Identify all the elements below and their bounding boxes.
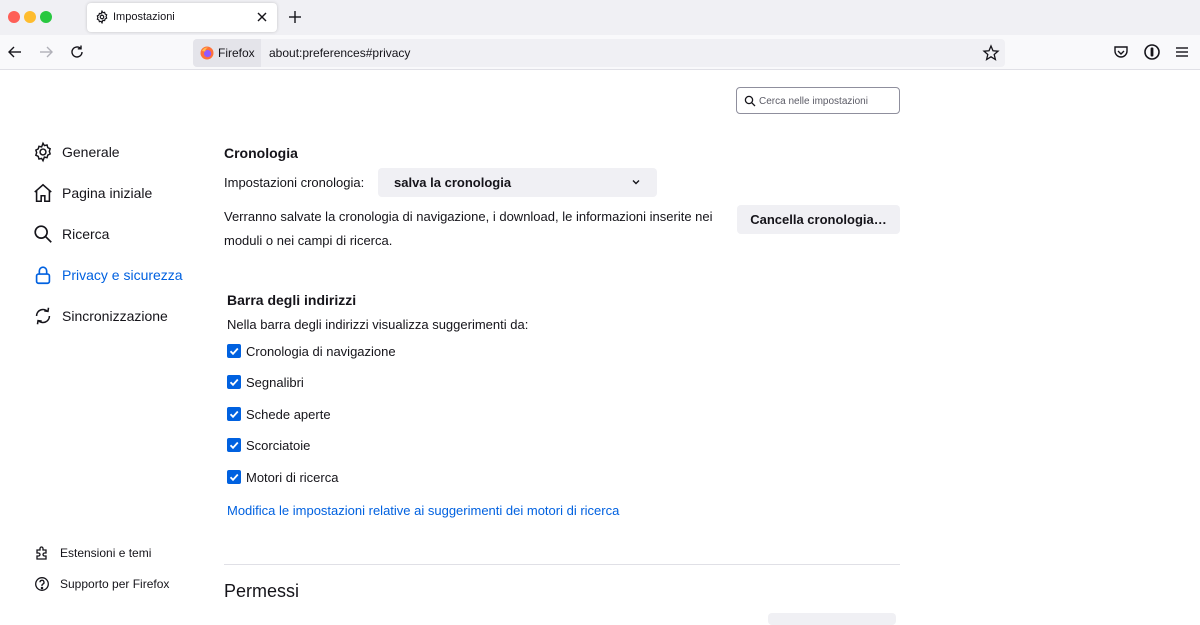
sync-icon: [32, 305, 54, 327]
category-privacy[interactable]: [32, 263, 212, 287]
checkbox-search-engines[interactable]: [227, 468, 338, 486]
search-icon: [744, 95, 756, 107]
help-icon: [34, 576, 50, 592]
checkbox-label: Schede aperte: [246, 406, 331, 422]
firefox-logo-icon: [200, 46, 214, 60]
gear-icon: [32, 141, 54, 163]
checkbox-label: Cronologia di navigazione: [246, 343, 396, 359]
history-description: Verranno salvate la cronologia di navigazione, i download, le informazioni inserite nei moduli o nei campi di ricerca.: [224, 209, 713, 248]
checkbox-label: Segnalibri: [246, 374, 304, 390]
firefox-support-link[interactable]: [34, 575, 169, 593]
window-minimize-button[interactable]: [24, 11, 36, 23]
settings-search-box[interactable]: [736, 87, 900, 114]
addressbar-heading: Barra degli indirizzi: [227, 292, 357, 308]
history-mode-value: salva la cronologia: [394, 175, 512, 190]
category-label: Privacy e sicurezza: [62, 267, 183, 283]
search-suggestions-settings-link[interactable]: Modifica le impostazioni relative ai suggerimenti dei motori di ricerca: [227, 503, 620, 518]
history-mode-select[interactable]: [378, 168, 657, 197]
category-sync[interactable]: [32, 304, 212, 328]
checkbox-label: Motori di ricerca: [246, 469, 339, 485]
checkmark-icon: [228, 376, 240, 388]
checkbox-bookmarks[interactable]: [227, 373, 304, 391]
firefox-support-label: Supporto per Firefox: [60, 577, 170, 591]
home-icon: [32, 182, 54, 204]
category-label: Generale: [62, 144, 120, 160]
navigation-toolbar: [0, 35, 1200, 70]
category-home[interactable]: [32, 181, 212, 205]
reload-icon[interactable]: [68, 43, 86, 61]
lock-icon: [32, 264, 54, 286]
pocket-icon[interactable]: [1112, 43, 1130, 61]
settings-search-input[interactable]: [759, 92, 895, 110]
bookmark-star-icon[interactable]: [982, 44, 1000, 62]
checkmark-icon: [228, 471, 240, 483]
account-icon[interactable]: [1143, 43, 1161, 61]
category-search[interactable]: [32, 222, 212, 246]
identity-box[interactable]: [193, 39, 261, 67]
checkmark-icon: [228, 345, 240, 357]
identity-label: Firefox: [218, 46, 255, 60]
history-setting-label: Impostazioni cronologia:: [224, 175, 365, 190]
permissions-settings-button[interactable]: [768, 613, 896, 625]
clear-history-button[interactable]: Cancella cronologia…: [737, 205, 900, 234]
checkbox-open-tabs[interactable]: [227, 405, 331, 423]
checkbox-checked[interactable]: [227, 407, 241, 421]
category-label: Pagina iniziale: [62, 185, 153, 201]
addressbar-intro: Nella barra degli indirizzi visualizza suggerimenti da:: [227, 317, 529, 332]
checkbox-checked[interactable]: [227, 470, 241, 484]
url-text[interactable]: about:preferences#privacy: [269, 46, 411, 60]
checkbox-label: Scorciatoie: [246, 437, 311, 453]
url-bar[interactable]: [193, 39, 1005, 67]
window-maximize-button[interactable]: [40, 11, 52, 23]
category-label: Ricerca: [62, 226, 110, 242]
forward-arrow-icon[interactable]: [37, 43, 55, 61]
new-tab-icon[interactable]: [286, 8, 304, 26]
tab-settings[interactable]: [87, 3, 277, 32]
chevron-down-icon: [631, 177, 641, 187]
history-heading: Cronologia: [224, 145, 298, 161]
tab-strip: [0, 0, 1200, 35]
window-close-button[interactable]: [8, 11, 20, 23]
section-divider: [224, 564, 900, 565]
checkbox-browsing-history[interactable]: [227, 342, 396, 360]
extensions-themes-link[interactable]: [34, 544, 151, 562]
permissions-heading: Permessi: [224, 581, 300, 601]
category-general[interactable]: [32, 140, 212, 164]
category-label: Sincronizzazione: [62, 308, 168, 324]
checkbox-checked[interactable]: [227, 344, 241, 358]
close-icon[interactable]: [253, 8, 271, 26]
search-icon: [32, 223, 54, 245]
extensions-themes-label: Estensioni e temi: [60, 546, 152, 560]
menu-icon[interactable]: [1173, 43, 1191, 61]
puzzle-icon: [34, 545, 50, 561]
checkmark-icon: [228, 439, 240, 451]
checkbox-checked[interactable]: [227, 438, 241, 452]
checkbox-shortcuts[interactable]: [227, 436, 310, 454]
tab-title: Impostazioni: [113, 11, 175, 23]
checkbox-checked[interactable]: [227, 375, 241, 389]
checkmark-icon: [228, 408, 240, 420]
gear-icon: [95, 10, 109, 24]
back-arrow-icon[interactable]: [6, 43, 24, 61]
